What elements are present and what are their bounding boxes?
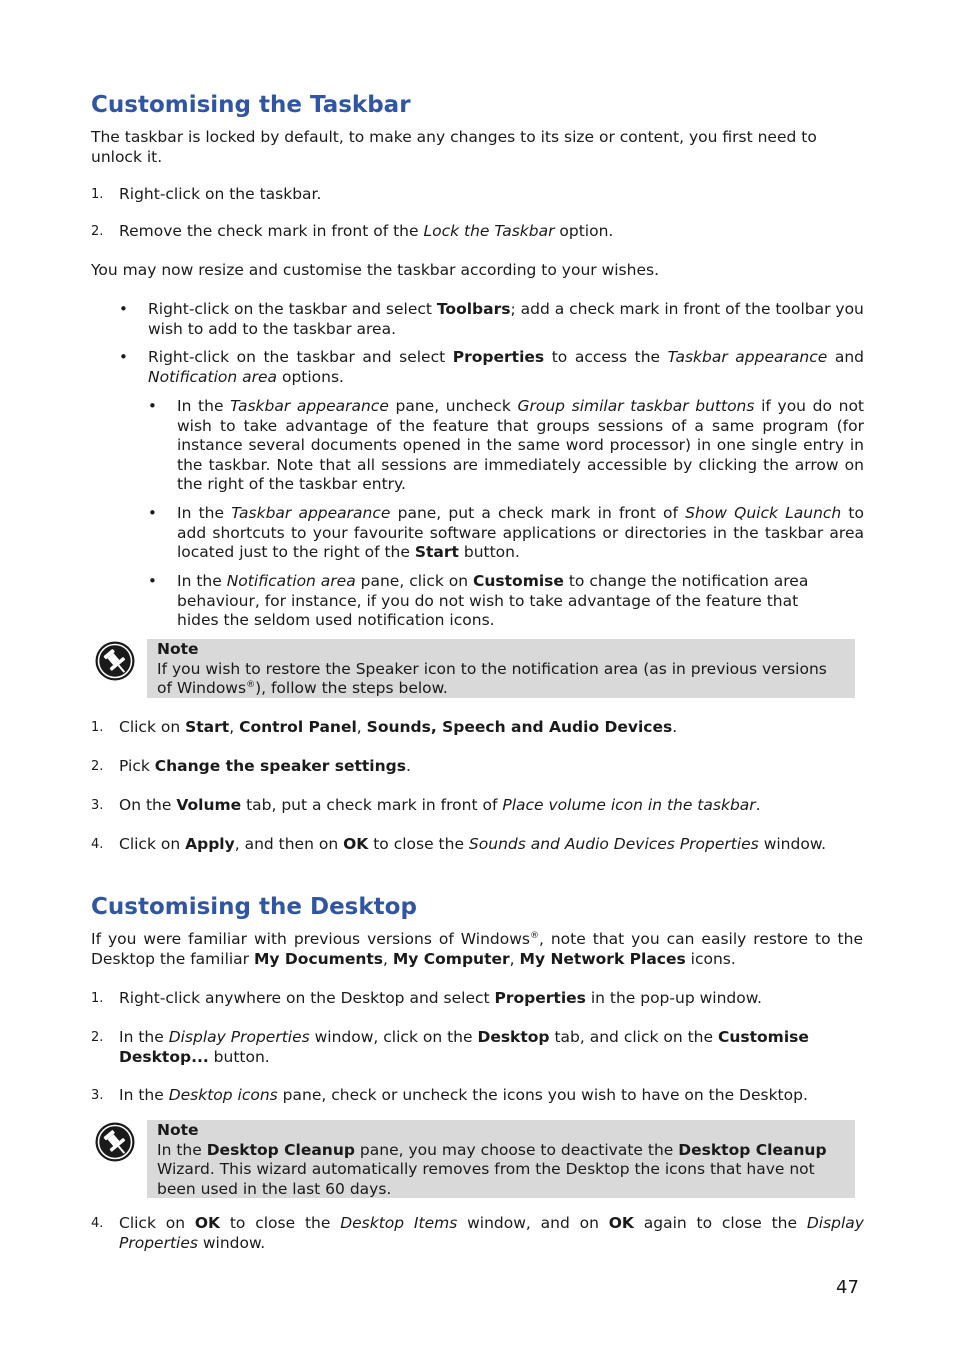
step-number: 2. (91, 1030, 104, 1045)
resize-note: You may now resize and customise the taskbar according to your wishes. (91, 261, 659, 279)
step-text: Pick Change the speaker settings. (119, 757, 411, 775)
bullet-dot: • (148, 572, 157, 590)
note-text: If you wish to restore the Speaker icon to the notification area (as in previous versions of Windows®), follow the steps below. (157, 659, 827, 697)
subbullet-notification: In the Notification area pane, click on Customise to change the notification area behaviour, for instance, if you do not wish to take advantage of the feature that hides the seldom used notification icons. (177, 572, 809, 629)
note-text: In the Desktop Cleanup pane, you may choose to deactivate the Desktop Cleanup Wizard. This wizard automatically removes from the Desktop the icons that have not been used in the last 60 days. (157, 1140, 827, 1198)
section-title-desktop: Customising the Desktop (91, 894, 417, 920)
note-box-speaker (147, 639, 855, 698)
step-text: Click on OK to close the Desktop Items window, and on OK again to close the Display Properties window. (119, 1214, 864, 1252)
bullet-dot: • (119, 348, 128, 366)
bullet-toolbars: Right-click on the taskbar and select Toolbars; add a check mark in front of the toolbar you wish to add to the taskbar area. (148, 300, 864, 338)
step-number: 4. (91, 1216, 104, 1231)
page-number: 47 (836, 1277, 859, 1298)
step-number: 2. (91, 224, 104, 239)
pushpin-icon (94, 1121, 136, 1163)
step-number: 1. (91, 187, 104, 202)
pushpin-icon (94, 640, 136, 682)
step-text: In the Desktop icons pane, check or uncheck the icons you wish to have on the Desktop. (119, 1086, 808, 1104)
taskbar-intro: The taskbar is locked by default, to make any changes to its size or content, you first need to unlock it. (91, 128, 817, 166)
bullet-dot: • (148, 504, 157, 522)
subbullet-quick-launch: In the Taskbar appearance pane, put a check mark in front of Show Quick Launch to add shortcuts to your favourite software applications or directories in the taskbar area located just to the right of the Start button. (177, 504, 864, 561)
desktop-intro: If you were familiar with previous versions of Windows®, note that you can easily restore to the Desktop the familiar My Documents, My Computer, My Network Places icons. (91, 930, 863, 968)
step-number: 3. (91, 798, 104, 813)
step-text: Right-click on the taskbar. (119, 185, 322, 203)
step-text: Remove the check mark in front of the Lock the Taskbar option. (119, 222, 614, 240)
bullet-properties: Right-click on the taskbar and select Properties to access the Taskbar appearance and Notification area options. (148, 348, 864, 386)
section-title-taskbar: Customising the Taskbar (91, 92, 411, 118)
step-text: In the Display Properties window, click on the Desktop tab, and click on the Customise Desktop... button. (119, 1028, 809, 1066)
step-number: 1. (91, 720, 104, 735)
note-box-cleanup (147, 1120, 855, 1198)
step-number: 2. (91, 759, 104, 774)
subbullet-group-buttons: In the Taskbar appearance pane, uncheck Group similar taskbar buttons if you do not wish to take advantage of the feature that groups sessions of a same program (for instance several documents opened in the same word processor) in one single entry in the taskbar. Note that all sessions are immediately accessible by clicking the arrow on the right of the taskbar entry. (177, 397, 864, 493)
step-text: On the Volume tab, put a check mark in front of Place volume icon in the taskbar. (119, 796, 761, 814)
note-title: Note (157, 640, 199, 658)
step-text: Click on Apply, and then on OK to close the Sounds and Audio Devices Properties window. (119, 835, 827, 853)
step-number: 3. (91, 1088, 104, 1103)
step-text: Click on Start, Control Panel, Sounds, Speech and Audio Devices. (119, 718, 678, 736)
step-number: 4. (91, 837, 104, 852)
note-title: Note (157, 1121, 199, 1139)
step-number: 1. (91, 991, 104, 1006)
step-text: Right-click anywhere on the Desktop and select Properties in the pop-up window. (119, 989, 762, 1007)
bullet-dot: • (119, 300, 128, 318)
bullet-dot: • (148, 397, 157, 415)
